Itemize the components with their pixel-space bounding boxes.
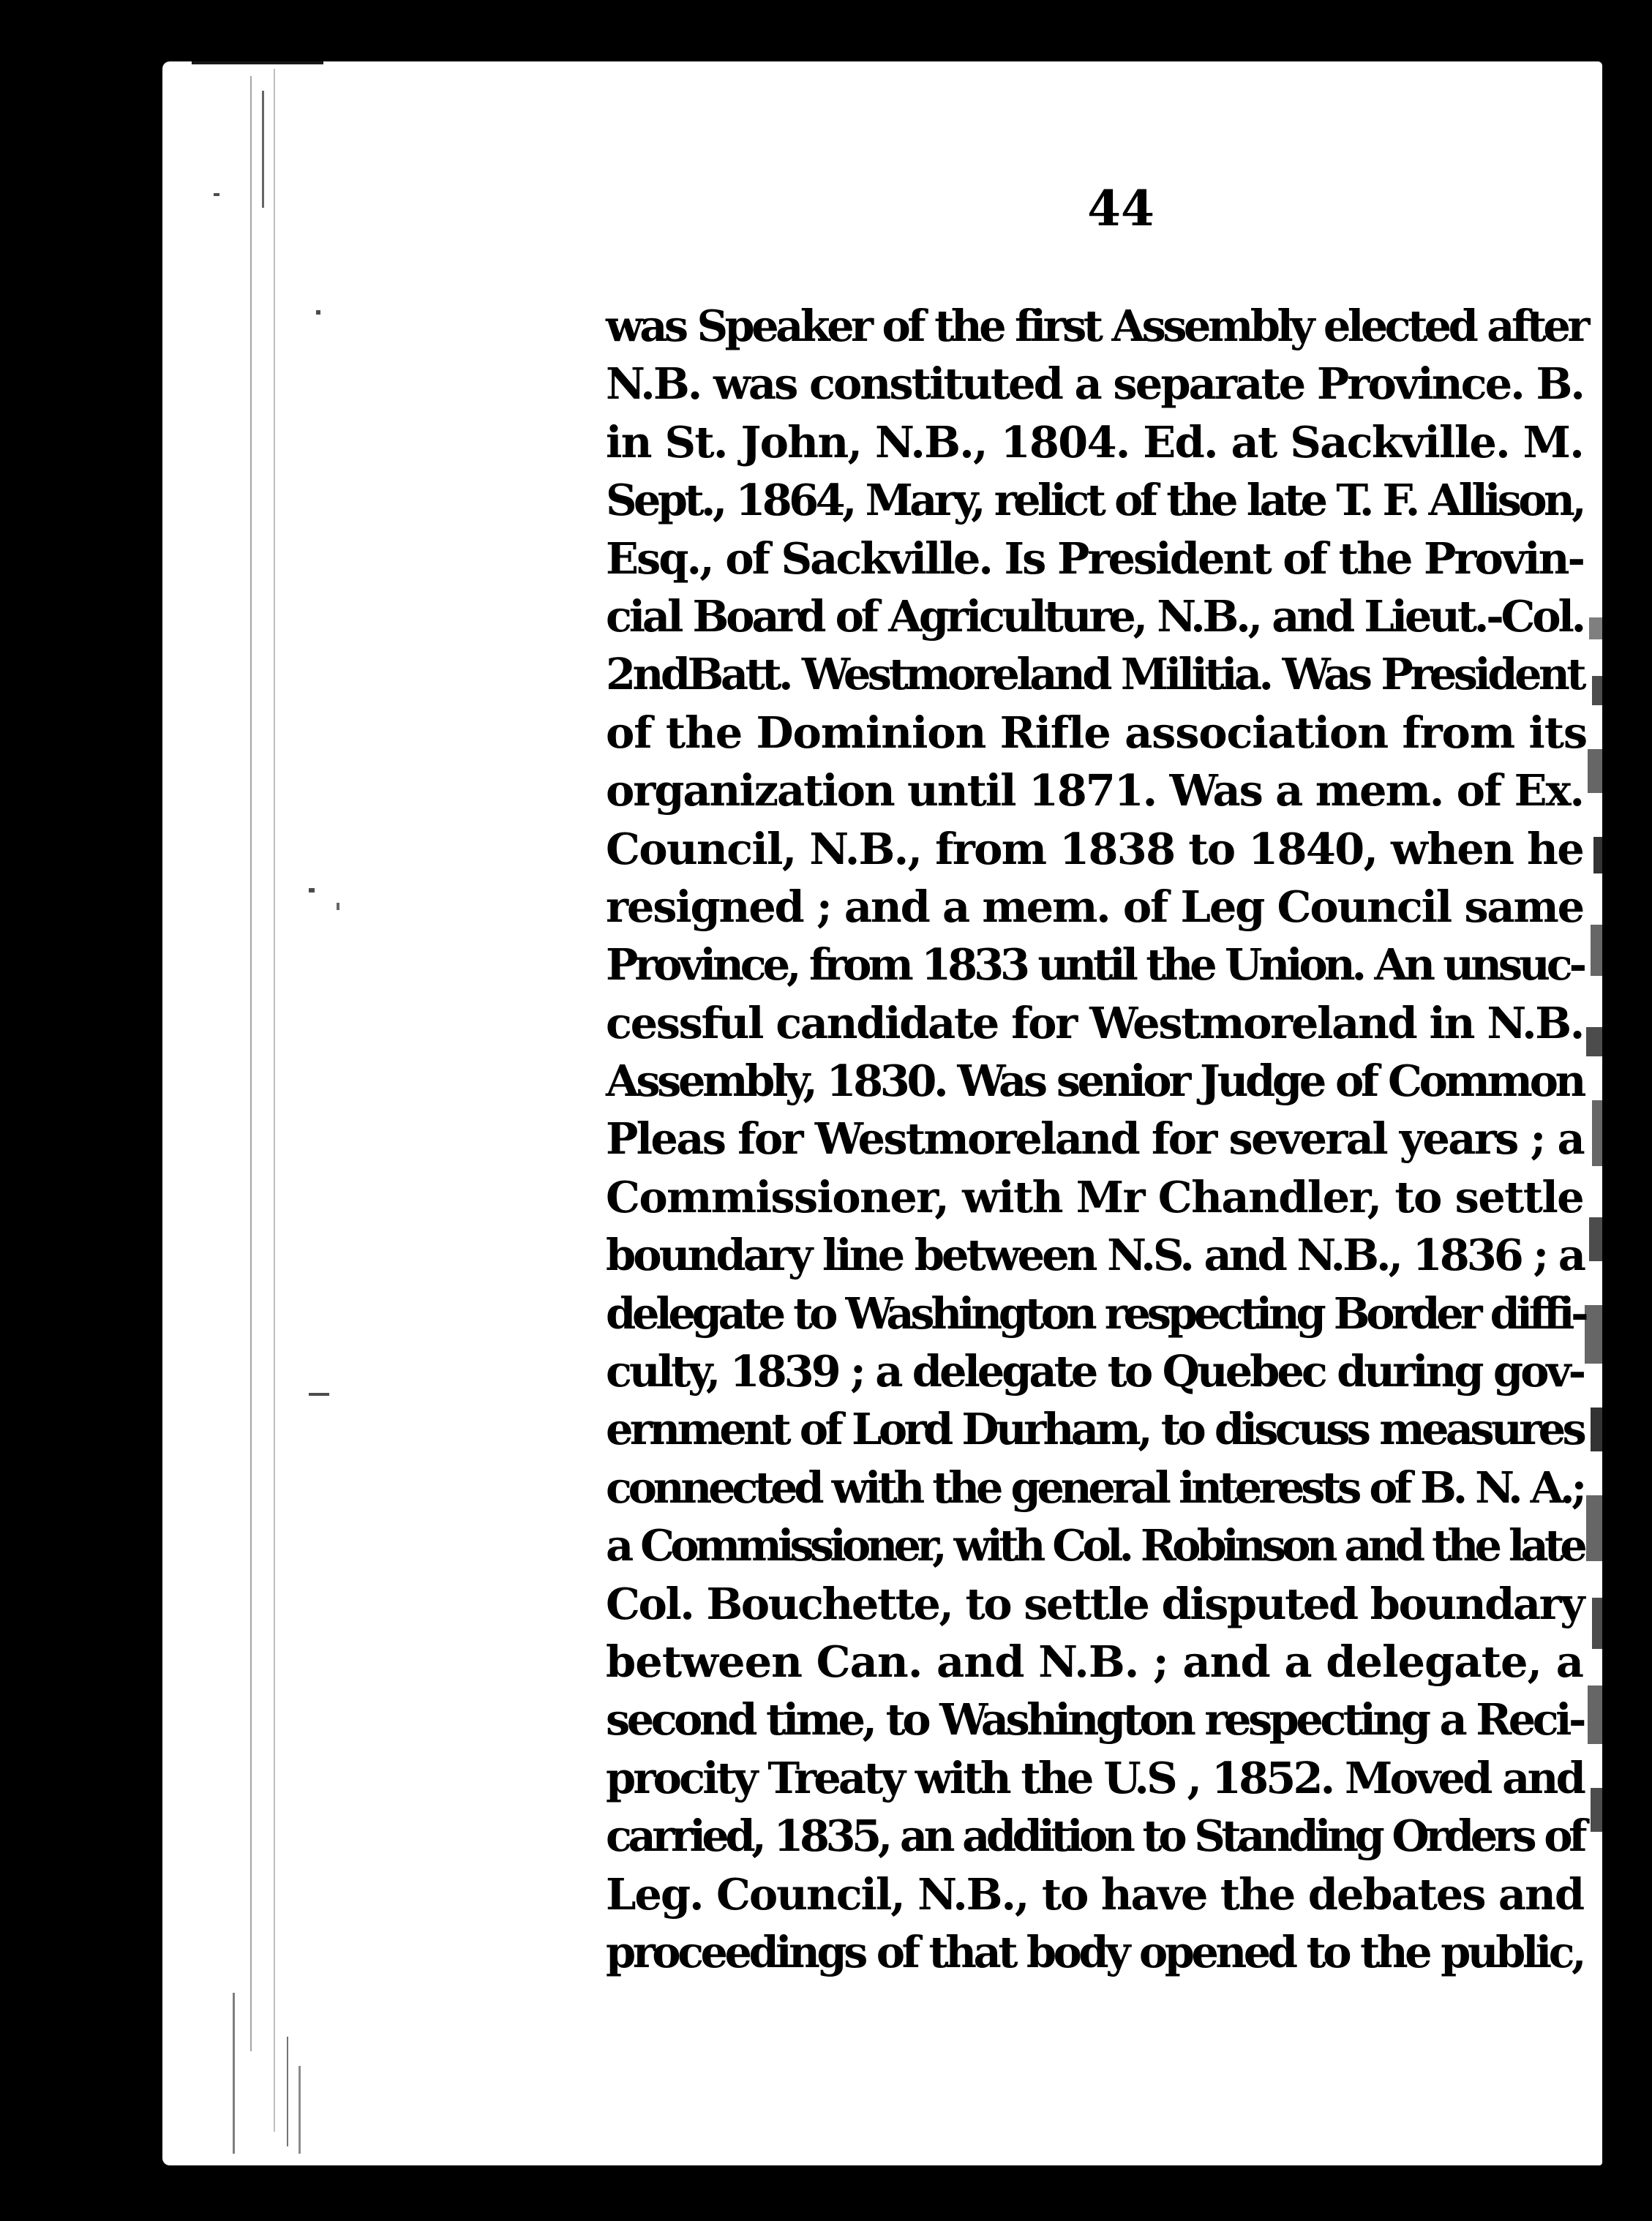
text-line: of the Dominion Rifle association from its [606, 707, 1587, 758]
page-number: 44 [1087, 180, 1154, 237]
text-line: Col. Bouchette, to settle disputed boundary [606, 1578, 1583, 1629]
text-line: connected with the general interests of B. N. A.; [606, 1462, 1583, 1513]
text-line: Province, from 1833 until the Union. An unsuc- [606, 939, 1583, 991]
text-line: in St. John, N.B., 1804. Ed. at Sackville. M. [606, 416, 1583, 467]
book-page [162, 61, 1602, 2165]
text-line: procity Treaty with the U.S , 1852. Moved and [606, 1752, 1583, 1803]
text-line: Assembly, 1830. Was senior Judge of Common [606, 1056, 1584, 1107]
text-line: 2ndBatt. Westmoreland Militia. Was President [606, 649, 1583, 700]
text-line: was Speaker of the first Assembly elected after [606, 301, 1587, 351]
text-line: proceedings of that body opened to the public, [606, 1926, 1583, 1977]
text-line: between Can. and N.B. ; and a delegate, a [606, 1636, 1583, 1687]
text-line: culty, 1839 ; a delegate to Quebec during gov- [606, 1346, 1583, 1397]
text-line: Commissioner, with Mr Chandler, to settle [606, 1171, 1583, 1222]
text-line: a Commissioner, with Col. Robinson and the late [606, 1520, 1583, 1571]
text-line: Sept., 1864, Mary, relict of the late T. F. Allison, [606, 475, 1583, 526]
text-line: organization until 1871. Was a mem. of Ex. [606, 765, 1583, 816]
text-line: N.B. was constituted a separate Province. B. [606, 358, 1583, 410]
text-line: Leg. Council, N.B., to have the debates and [606, 1868, 1583, 1920]
text-line: Council, N.B., from 1838 to 1840, when he [606, 823, 1583, 874]
text-line: carried, 1835, an addition to Standing Orders of [606, 1811, 1583, 1862]
text-line: boundary line between N.S. and N.B., 1836 ; a [606, 1230, 1583, 1281]
body-text [606, 297, 1587, 1981]
text-line: cessful candidate for Westmoreland in N.B. [606, 997, 1583, 1048]
text-line: resigned ; and a mem. of Leg Council same [606, 881, 1583, 932]
text-line: ernment of Lord Durham, to discuss measures [606, 1404, 1583, 1455]
text-line: delegate to Washington respecting Border diffi- [606, 1288, 1585, 1339]
text-line: cial Board of Agriculture, N.B., and Lieut.-Col. [606, 590, 1583, 642]
text-line: second time, to Washington respecting a Reci- [606, 1694, 1583, 1745]
page-binding-edge [162, 61, 353, 2165]
text-line: Esq., of Sackville. Is President of the Provin- [606, 533, 1583, 584]
text-line: Pleas for Westmoreland for several years ; a [606, 1113, 1583, 1165]
